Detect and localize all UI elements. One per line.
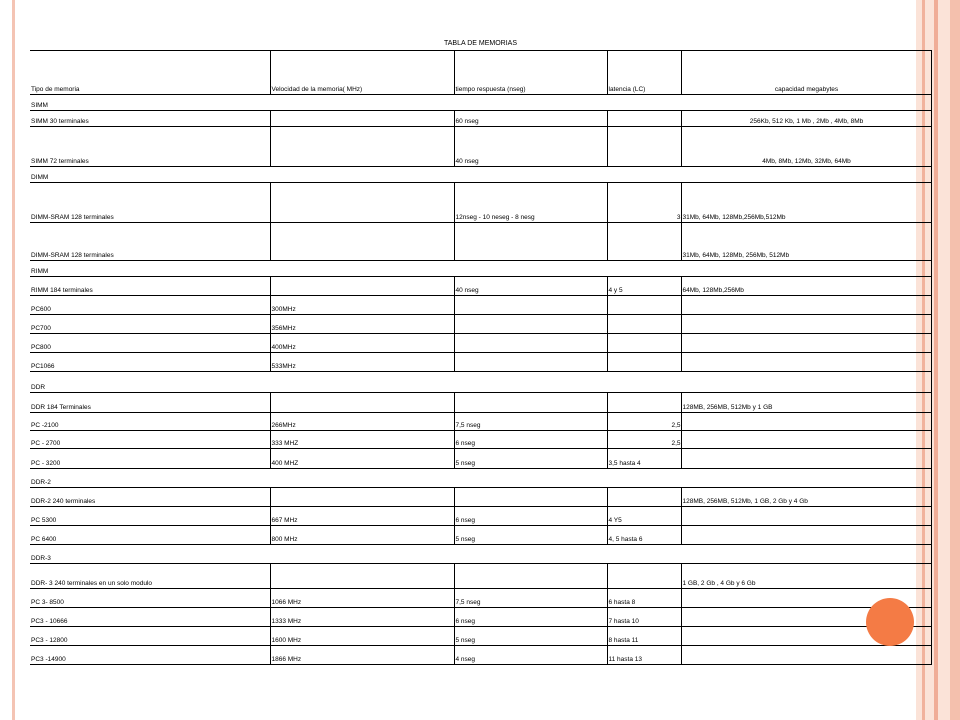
header-cell: capacidad megabytes (681, 51, 931, 95)
table-cell: PC3 - 12800 (30, 627, 270, 646)
table-cell (681, 315, 931, 334)
table-cell: PC 3- 8500 (30, 589, 270, 608)
table-cell: 5 nseg (454, 526, 607, 545)
table-cell (607, 334, 681, 353)
table-cell (454, 223, 607, 261)
table-cell (270, 223, 454, 261)
section-label: DDR (30, 372, 931, 393)
table-cell: PC -2100 (30, 413, 270, 431)
table-cell: 7,5 nseg (454, 589, 607, 608)
table-cell: 2,5 (607, 413, 681, 431)
table-cell: 12nseg - 10 neseg - 8 nesg (454, 183, 607, 223)
table-cell: 4Mb, 8Mb, 12Mb, 32Mb, 64Mb (681, 127, 931, 167)
table-row (30, 183, 931, 223)
table-cell: DIMM-SRAM 128 terminales (30, 223, 270, 261)
section-label: RIMM (30, 261, 931, 277)
table-row (30, 393, 931, 413)
table-row (30, 111, 931, 127)
table-cell (270, 127, 454, 167)
table-cell: 31Mb, 64Mb, 128Mb,256Mb,512Mb (681, 183, 931, 223)
table-cell (454, 296, 607, 315)
table-title: TABLA DE MEMORIAS (444, 40, 517, 47)
table-cell (681, 449, 931, 469)
table-cell (454, 334, 607, 353)
table-cell: 11 hasta 13 (607, 646, 681, 665)
table-cell (681, 646, 931, 665)
table-cell: 5 nseg (454, 627, 607, 646)
header-row (30, 51, 931, 95)
table-cell: 6 nseg (454, 608, 607, 627)
memory-table (30, 50, 932, 665)
table-cell: PC - 2700 (30, 431, 270, 449)
table-cell (607, 127, 681, 167)
table-cell (681, 526, 931, 545)
table-cell: 5 nseg (454, 449, 607, 469)
table-cell: 4 nseg (454, 646, 607, 665)
table-row (30, 526, 931, 545)
table-cell: 1066 MHz (270, 589, 454, 608)
table-cell: 40 nseg (454, 127, 607, 167)
table-row (30, 608, 931, 627)
table-cell: DDR- 3 240 terminales en un solo modulo (30, 564, 270, 589)
header-cell: latencia (LC) (607, 51, 681, 95)
table-cell: 7,5 nseg (454, 413, 607, 431)
table-cell: 4 y 5 (607, 277, 681, 296)
table-row (30, 507, 931, 526)
table-row (30, 449, 931, 469)
section-row (30, 545, 931, 564)
table-cell: SIMM 30 terminales (30, 111, 270, 127)
table-cell: 31Mb, 64Mb, 128Mb, 256Mb, 512Mb (681, 223, 931, 261)
table-cell (681, 507, 931, 526)
section-label: DIMM (30, 167, 931, 183)
section-row (30, 167, 931, 183)
table-cell: PC3 - 10666 (30, 608, 270, 627)
table-cell (681, 353, 931, 372)
table-cell (270, 277, 454, 296)
table-cell (607, 353, 681, 372)
table-cell: 128MB, 256MB, 512Mb, 1 GB, 2 Gb y 4 Gb (681, 488, 931, 507)
table-cell: 3,5 hasta 4 (607, 449, 681, 469)
table-cell: 6 hasta 8 (607, 589, 681, 608)
table-row (30, 277, 931, 296)
table-cell: 356MHz (270, 315, 454, 334)
table-cell: 64Mb, 128Mb,256Mb (681, 277, 931, 296)
table-cell (270, 183, 454, 223)
table-cell (270, 111, 454, 127)
table-row (30, 353, 931, 372)
table-cell: 667 MHz (270, 507, 454, 526)
section-label: DDR-2 (30, 469, 931, 488)
table-cell (270, 564, 454, 589)
table-cell (454, 488, 607, 507)
table-cell (607, 488, 681, 507)
table-cell: RIMM 184 terminales (30, 277, 270, 296)
section-label: SIMM (30, 95, 931, 111)
table-cell: 1333 MHz (270, 608, 454, 627)
section-row (30, 95, 931, 111)
table-cell: PC600 (30, 296, 270, 315)
table-row (30, 627, 931, 646)
table-cell (607, 393, 681, 413)
table-row (30, 223, 931, 261)
table-row (30, 413, 931, 431)
table-cell (607, 223, 681, 261)
table-cell: 533MHz (270, 353, 454, 372)
table-cell: PC - 3200 (30, 449, 270, 469)
left-frame-border (12, 0, 15, 720)
table-cell (681, 431, 931, 449)
header-cell: tiempo respuesta (nseg) (454, 51, 607, 95)
table-cell (681, 296, 931, 315)
section-row (30, 469, 931, 488)
table-cell: 400MHz (270, 334, 454, 353)
section-row (30, 372, 931, 393)
table-cell: 8 hasta 11 (607, 627, 681, 646)
table-cell: 6 nseg (454, 431, 607, 449)
table-cell: PC 5300 (30, 507, 270, 526)
table-cell: 2,5 (607, 431, 681, 449)
table-cell: SIMM 72 terminales (30, 127, 270, 167)
table-row (30, 589, 931, 608)
table-cell (607, 111, 681, 127)
header-cell: Velocidad de la memoria( MHz) (270, 51, 454, 95)
table-cell: PC3 -14900 (30, 646, 270, 665)
table-cell (607, 564, 681, 589)
table-cell: 40 nseg (454, 277, 607, 296)
table-cell: 7 hasta 10 (607, 608, 681, 627)
table-cell: 1 GB, 2 Gb , 4 Gb y 6 Gb (681, 564, 931, 589)
table-cell: DIMM-SRAM 128 terminales (30, 183, 270, 223)
table-row (30, 127, 931, 167)
table-cell (270, 488, 454, 507)
table-cell: 300MHz (270, 296, 454, 315)
section-label: DDR-3 (30, 545, 931, 564)
table-row (30, 315, 931, 334)
table-row (30, 431, 931, 449)
table-cell: 256Kb, 512 Kb, 1 Mb , 2Mb , 4Mb, 8Mb (681, 111, 931, 127)
table-cell: DDR 184 Terminales (30, 393, 270, 413)
table-row (30, 488, 931, 507)
table-cell: 60 nseg (454, 111, 607, 127)
table-cell: PC700 (30, 315, 270, 334)
table-cell: 266MHz (270, 413, 454, 431)
table-cell (681, 413, 931, 431)
table-row (30, 564, 931, 589)
table-cell: 400 MHZ (270, 449, 454, 469)
table-cell: 4, 5 hasta 6 (607, 526, 681, 545)
table-cell: 800 MHz (270, 526, 454, 545)
table-cell: PC800 (30, 334, 270, 353)
header-cell: Tipo de memoria (30, 51, 270, 95)
table-cell (454, 564, 607, 589)
table-cell (454, 393, 607, 413)
section-row (30, 261, 931, 277)
table-cell: 3 (607, 183, 681, 223)
table-cell: PC1066 (30, 353, 270, 372)
table-cell (607, 315, 681, 334)
table-cell: 333 MHZ (270, 431, 454, 449)
table-cell: 1866 MHz (270, 646, 454, 665)
table-cell (681, 334, 931, 353)
table-cell: 1600 MHz (270, 627, 454, 646)
table-cell: 128MB, 256MB, 512Mb y 1 GB (681, 393, 931, 413)
decorative-orange-circle (866, 598, 914, 646)
table-cell: PC 6400 (30, 526, 270, 545)
table-cell: 4 Y5 (607, 507, 681, 526)
table-row (30, 296, 931, 315)
table-cell (270, 393, 454, 413)
table-cell (454, 353, 607, 372)
table-cell (607, 296, 681, 315)
table-cell (454, 315, 607, 334)
table-row (30, 646, 931, 665)
table-row (30, 334, 931, 353)
table-cell: DDR-2 240 terminales (30, 488, 270, 507)
table-cell: 6 nseg (454, 507, 607, 526)
